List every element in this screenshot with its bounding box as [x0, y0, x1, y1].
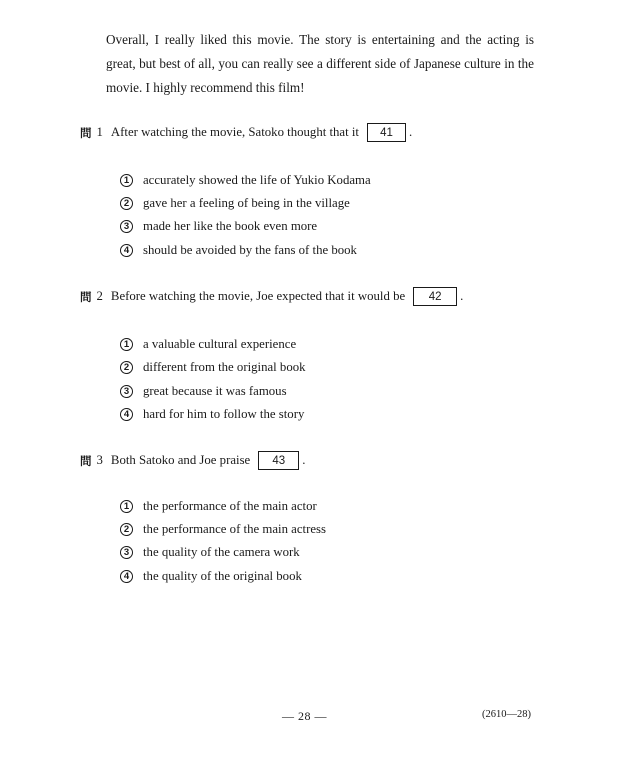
question-stem: Before watching the movie, Joe expected that it would be	[110, 289, 406, 303]
circled-number-icon: 4	[120, 244, 133, 257]
option-row[interactable]	[120, 219, 317, 234]
question-number: 3	[96, 453, 103, 467]
page-number: — 28 —	[282, 709, 327, 723]
question-period: .	[408, 125, 413, 139]
question-stem: Both Satoko and Joe praise	[110, 453, 251, 467]
question-marker: 問	[80, 125, 92, 140]
circled-number-icon: 1	[120, 174, 133, 187]
question-3	[80, 451, 305, 470]
circled-number-icon: 2	[120, 361, 133, 374]
option-row[interactable]	[120, 407, 304, 422]
option-text: the performance of the main actress	[143, 522, 326, 536]
option-text: should be avoided by the fans of the book	[143, 243, 357, 257]
option-text: the quality of the original book	[143, 569, 302, 583]
question-2	[80, 287, 463, 306]
option-row[interactable]	[120, 522, 326, 537]
option-row[interactable]	[120, 545, 300, 560]
option-row[interactable]	[120, 569, 302, 584]
option-text: different from the original book	[143, 360, 306, 374]
question-stem: After watching the movie, Satoko thought that it	[110, 125, 359, 139]
document-code: (2610—28)	[482, 709, 531, 720]
option-text: a valuable cultural experience	[143, 337, 297, 351]
question-marker: 問	[80, 453, 92, 468]
option-text: the performance of the main actor	[143, 499, 317, 513]
answer-blank-box[interactable]: 41	[367, 123, 406, 142]
answer-blank-box[interactable]: 42	[413, 287, 457, 306]
option-row[interactable]	[120, 196, 350, 211]
circled-number-icon: 1	[120, 338, 133, 351]
question-number: 2	[96, 289, 103, 303]
option-row[interactable]	[120, 243, 357, 258]
question-period: .	[302, 453, 306, 467]
option-row[interactable]	[120, 499, 317, 514]
option-text: great because it was famous	[143, 384, 287, 398]
question-period: .	[460, 289, 464, 303]
option-text: gave her a feeling of being in the village	[143, 196, 350, 210]
circled-number-icon: 4	[120, 570, 133, 583]
option-text: hard for him to follow the story	[143, 407, 305, 421]
question-number: 1	[96, 125, 103, 139]
circled-number-icon: 1	[120, 500, 133, 513]
answer-blank-box[interactable]: 43	[258, 451, 299, 470]
option-text: accurately showed the life of Yukio Kodama	[143, 173, 371, 187]
option-row[interactable]	[120, 337, 296, 352]
circled-number-icon: 3	[120, 220, 133, 233]
circled-number-icon: 4	[120, 408, 133, 421]
option-row[interactable]	[120, 173, 371, 188]
option-text: the quality of the camera work	[143, 545, 300, 559]
circled-number-icon: 2	[120, 523, 133, 536]
circled-number-icon: 3	[120, 385, 133, 398]
circled-number-icon: 2	[120, 197, 133, 210]
circled-number-icon: 3	[120, 546, 133, 559]
option-text: made her like the book even more	[143, 219, 318, 233]
option-row[interactable]	[120, 384, 287, 399]
question-1	[80, 123, 412, 142]
question-marker: 問	[80, 289, 92, 304]
option-row[interactable]	[120, 360, 306, 375]
passage-paragraph: Overall, I really liked this movie. The story is entertaining and the acting is great, but best of all, you can really see a different side of Japanese culture in the movie. I highly recommend this film!	[106, 32, 534, 95]
